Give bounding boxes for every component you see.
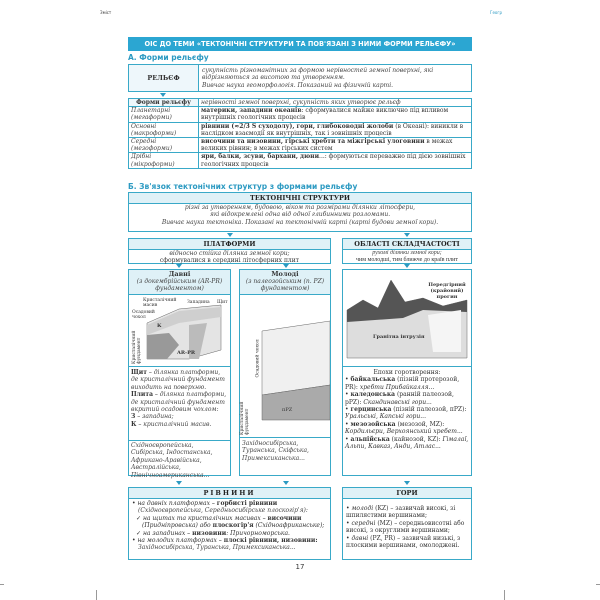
old-examples: Східноєвропейська, Сибірська, Індостанська, Африкано-Аравійська, Австралійська, Північноамериканська... [129,440,230,475]
folds-line: рухомі ділянки земної кори; [372,250,442,256]
fold-areas-box [342,238,472,264]
era-period: (кайнозой, KZ): [389,435,443,443]
era-period: (пізній протерозой, PR): [345,376,460,391]
k-term: К [131,420,137,428]
form-examples: материки, западини океанів [201,107,302,115]
plains-text: : Причорноморська. [226,529,290,537]
shield-def: – ділянка платформи, де кристалічний фундамент виходить на поверхню. [131,369,225,391]
plains-label: РІВНИНИ [129,488,330,499]
header-right-mark: Геогр [490,10,502,15]
tectonic-structures-box [128,192,472,232]
era-period: (пізній палеозой, пPZ): [391,406,467,414]
form-examples: рівнини (≈2/3 S суходолу), гори, глибоководні жолоби [201,122,394,130]
young-label: Молоді [271,270,299,278]
folds-line: чим молодші, тим ближче до країв плит [356,257,458,264]
list-item: • давні (PZ, PR) – зазвичай низькі, з плоскими вершинами, омолоджені. [346,534,461,550]
arrow-down-icon [404,264,410,268]
arrow-down-icon [160,93,166,97]
plains-bold: плоскогір'я [212,522,254,530]
old-platforms-header [129,270,230,295]
plains-text: на западинах – [142,529,193,537]
fig-label: Осадовий чохол [132,310,155,320]
platforms-line: відносно стійка ділянка земної кори; [169,250,290,257]
plains-text: Західносибірська, Туранська, Примексиканська... [138,544,296,552]
crop-mark [0,584,4,585]
form-sub: (мезоформи) [131,145,173,153]
plains-text: на давніх платформах – [137,500,217,507]
arrow-up-icon [404,481,410,485]
arrow-up-icon [176,481,182,485]
form-examples: височини та низовини, гірські хребти та міжгірські улоговини [201,138,425,146]
form-desc: (в Океані): виникли в наслідком взаємодії як внутрішніх, так і зовнішніх процесів [201,122,464,137]
plains-text: на щитах та кристалічних масивах – [142,514,268,522]
mountain-age: давні [351,534,369,542]
mountain-desc: (MZ) – середньовисотні або високі, з округлими вершинами; [346,519,465,535]
era-period: (мезозой, MZ): [395,420,445,428]
fig-label: Осадовий чохол [255,339,261,378]
form-sub: (мегаформи) [131,114,172,122]
era-name: байкальська [350,376,396,384]
table-row [129,122,472,137]
form-name: Дрібні [131,153,152,161]
young-platforms-header [240,270,330,295]
list-item: • альпійська (кайнозой, KZ): Гімалаї, Альпи, Кавказ, Анди, Атлас... [345,435,469,451]
form-desc: в межах великих рівнин; в межах гірських систем [201,138,453,153]
relief-label: РЕЛЬЄФ [129,65,199,91]
table-row [129,153,472,168]
form-name: Планетарні [131,107,171,115]
plains-text: (Придніпровська) або [142,522,213,530]
plains-text: на молодих платформах – [137,537,224,545]
era-name: мезозойська [350,420,396,428]
era-name: герцинська [350,406,392,414]
fig-label: Передгірний (крайовий) прогин [428,282,466,300]
mountain-age: молоді [351,505,374,512]
page-number: 17 [295,563,305,571]
tectonic-line: різні за утворенням, будовою, віком та розмірами ділянки літосфери, [184,204,416,211]
young-platforms-box [239,269,331,476]
plate-def: – ділянка платформи, де кристалічний фундамент вкритий осадовим чохлом: [131,391,227,414]
relief-forms-table [128,98,472,169]
form-name: Основні [131,122,157,130]
form-examples: яри, балки, зсуви, бархани, дюни [201,153,320,161]
table-header-row [129,99,472,107]
crop-mark [504,590,505,600]
orogeny-title: Епохи горотворення: [373,369,441,376]
era-examples: Скандинавські гори... [363,398,432,406]
plains-box: РІВНИНИ • на давніх платформах – горбисті рівнини (Східноєвропейська, Середньосибірське плоскогір'я): ✓ на щитах та кристалічних масивах – височини (Придніпровська) або плоскогір'я (Східноафриканське); ✓ на западинах – низовини: Причорноморська. • на молодих платформах – плоскі рівнини, низовини: Західносибірська, Туранська, Примексиканська... [128,487,331,560]
section-b-heading: Б. Зв'язок тектонічних структур з формами рельєфу [128,182,358,191]
form-name: Середні [131,138,157,146]
plains-text: (Східноєвропейська, Середньосибірське плоскогір'я): [138,507,308,515]
form-desc: : сформувалися майже виключно під впливом внутрішніх геологічних процесів [201,107,449,122]
form-sub: (макроформи) [131,129,177,137]
era-name: альпійська [350,435,390,443]
era-examples: Кордильєри, Верхоянський хребет... [345,428,463,436]
page-title: ОІС ДО ТЕМИ «ТЕКТОНІЧНІ СТРУКТУРИ ТА ПОВ'ЯЗАНІ З НИМИ ФОРМИ РЕЛЬЄФУ» [128,37,472,51]
platforms-line: сформувалися в середині літосферних плит [159,257,300,265]
young-examples: Західносибірська, Туранська, Скіфська, Примексиканська... [242,440,309,462]
fig-label: Кристалічний масив [143,298,177,308]
era-examples: Гімалаї, Альпи, Кавказ, Анди, Атлас... [345,435,469,451]
form-sub: (мікроформи) [131,160,175,168]
list-item: • молоді (KZ) – зазвичай високі, зі шпилястими вершинами; [346,505,456,520]
shield-term: Щит [131,369,147,376]
list-item: • герцинська (пізній палеозой, пPZ): Уральські, Капські гори... [345,406,467,421]
era-examples: хребти Прибайкалля... [359,383,435,391]
plains-bold: низовини [192,529,227,537]
arrow-down-icon [283,264,289,268]
fig-label: Гранітна інтрузія [373,334,425,340]
plate-term: Плита [131,391,153,399]
relief-box [128,64,472,92]
platforms-box [128,238,331,264]
relief-note: Вивчає наука геоморфологія. Показаний на фізичній карті. [202,81,394,89]
fig-label: Щит [217,300,228,305]
mountains-label: ГОРИ [343,488,471,499]
arrow-down-icon [404,233,410,237]
list-item: • каледонська (ранній палеозой, рPZ): Скандинавські гори... [345,391,454,406]
form-desc: ...: формуються переважно під дією зовнішніх геологічних процесів [201,153,466,168]
table-row [129,107,472,122]
old-platform-diagram [129,295,230,367]
section-a-heading: А. Форми рельєфу [128,53,209,62]
tectonic-label: ТЕКТОНІЧНІ СТРУКТУРИ [129,193,471,204]
platforms-label: ПЛАТФОРМИ [129,239,330,250]
fig-label: пPZ [282,407,293,413]
fold-diagram [343,270,471,367]
arrow-down-icon [227,233,233,237]
platform-block-diagram [240,295,330,438]
old-sub: (з докембрійським (AR-PR) фундаментом) [136,278,223,293]
young-platform-diagram [240,295,330,438]
list-item: • середні (MZ) – середньовисотні або високі, з округлими вершинами; [346,519,465,535]
era-examples: Уральські, Капські гори... [345,413,426,421]
relief-definition: сукупність різноманітних за формою нерівностей земної поверхні, які відрізняються за висотою та утворенням. [202,67,434,82]
plains-text: (Східноафриканське); [253,522,325,530]
plains-bold: височини [267,514,302,522]
table-row [129,138,472,153]
arrow-up-icon [283,481,289,485]
orogeny-list [345,376,469,450]
old-platforms-box [128,269,231,479]
mountain-desc: (PZ, PR) – зазвичай низькі, з плоскими вершинами, омолоджені. [346,534,461,550]
mountain-age: середні [351,519,376,527]
forms-header-label: Форми рельєфу [129,99,199,107]
era-name: каледонська [350,391,396,399]
z-def: – западина; [135,413,174,421]
forms-header-def: нерівності земної поверхні, сукупність яких утворює рельєф [199,99,472,107]
crop-mark [596,584,600,585]
arrow-down-icon [176,264,182,268]
crop-mark [96,590,97,600]
fig-label: Западина [187,300,210,305]
young-sub: (з палеозойським (п. PZ) фундаментом) [245,278,325,293]
tectonic-line: які відокремлені одна від одної глибинними розломами. [209,211,391,219]
mountains-box [342,487,472,560]
folds-label: ОБЛАСТІ СКЛАДЧАСТОСТІ [343,239,471,250]
list-item: • байкальська (пізній протерозой, PR): хребти Прибайкалля... [345,376,460,391]
tectonic-line: Вивчає наука тектоніка. Показані на тектонічній карті (карті будови земної кори). [161,218,439,226]
old-label: Давні [168,270,191,278]
header-left-mark: Зміст [100,10,112,15]
z-term: З [131,413,136,421]
fig-label: Кристалічний фундамент [132,330,142,364]
fig-label: AR-PR [177,350,196,356]
fold-areas-detail-box [342,269,472,476]
era-period: (ранній палеозой, рPZ): [345,391,454,406]
mountain-desc: (KZ) – зазвичай високі, зі шпилястими вершинами; [346,505,456,520]
fig-label: К [157,323,162,329]
k-def: – кристалічний масив. [136,420,212,428]
fig-label: Кристалічний фундамент [240,401,250,435]
plains-bold: горбисті рівнини [216,500,278,507]
plains-bold: плоскі рівнини, низовини: [223,537,318,545]
list-item: • мезозойська (мезозой, MZ): Кордильєри, Верхоянський хребет... [345,420,463,436]
